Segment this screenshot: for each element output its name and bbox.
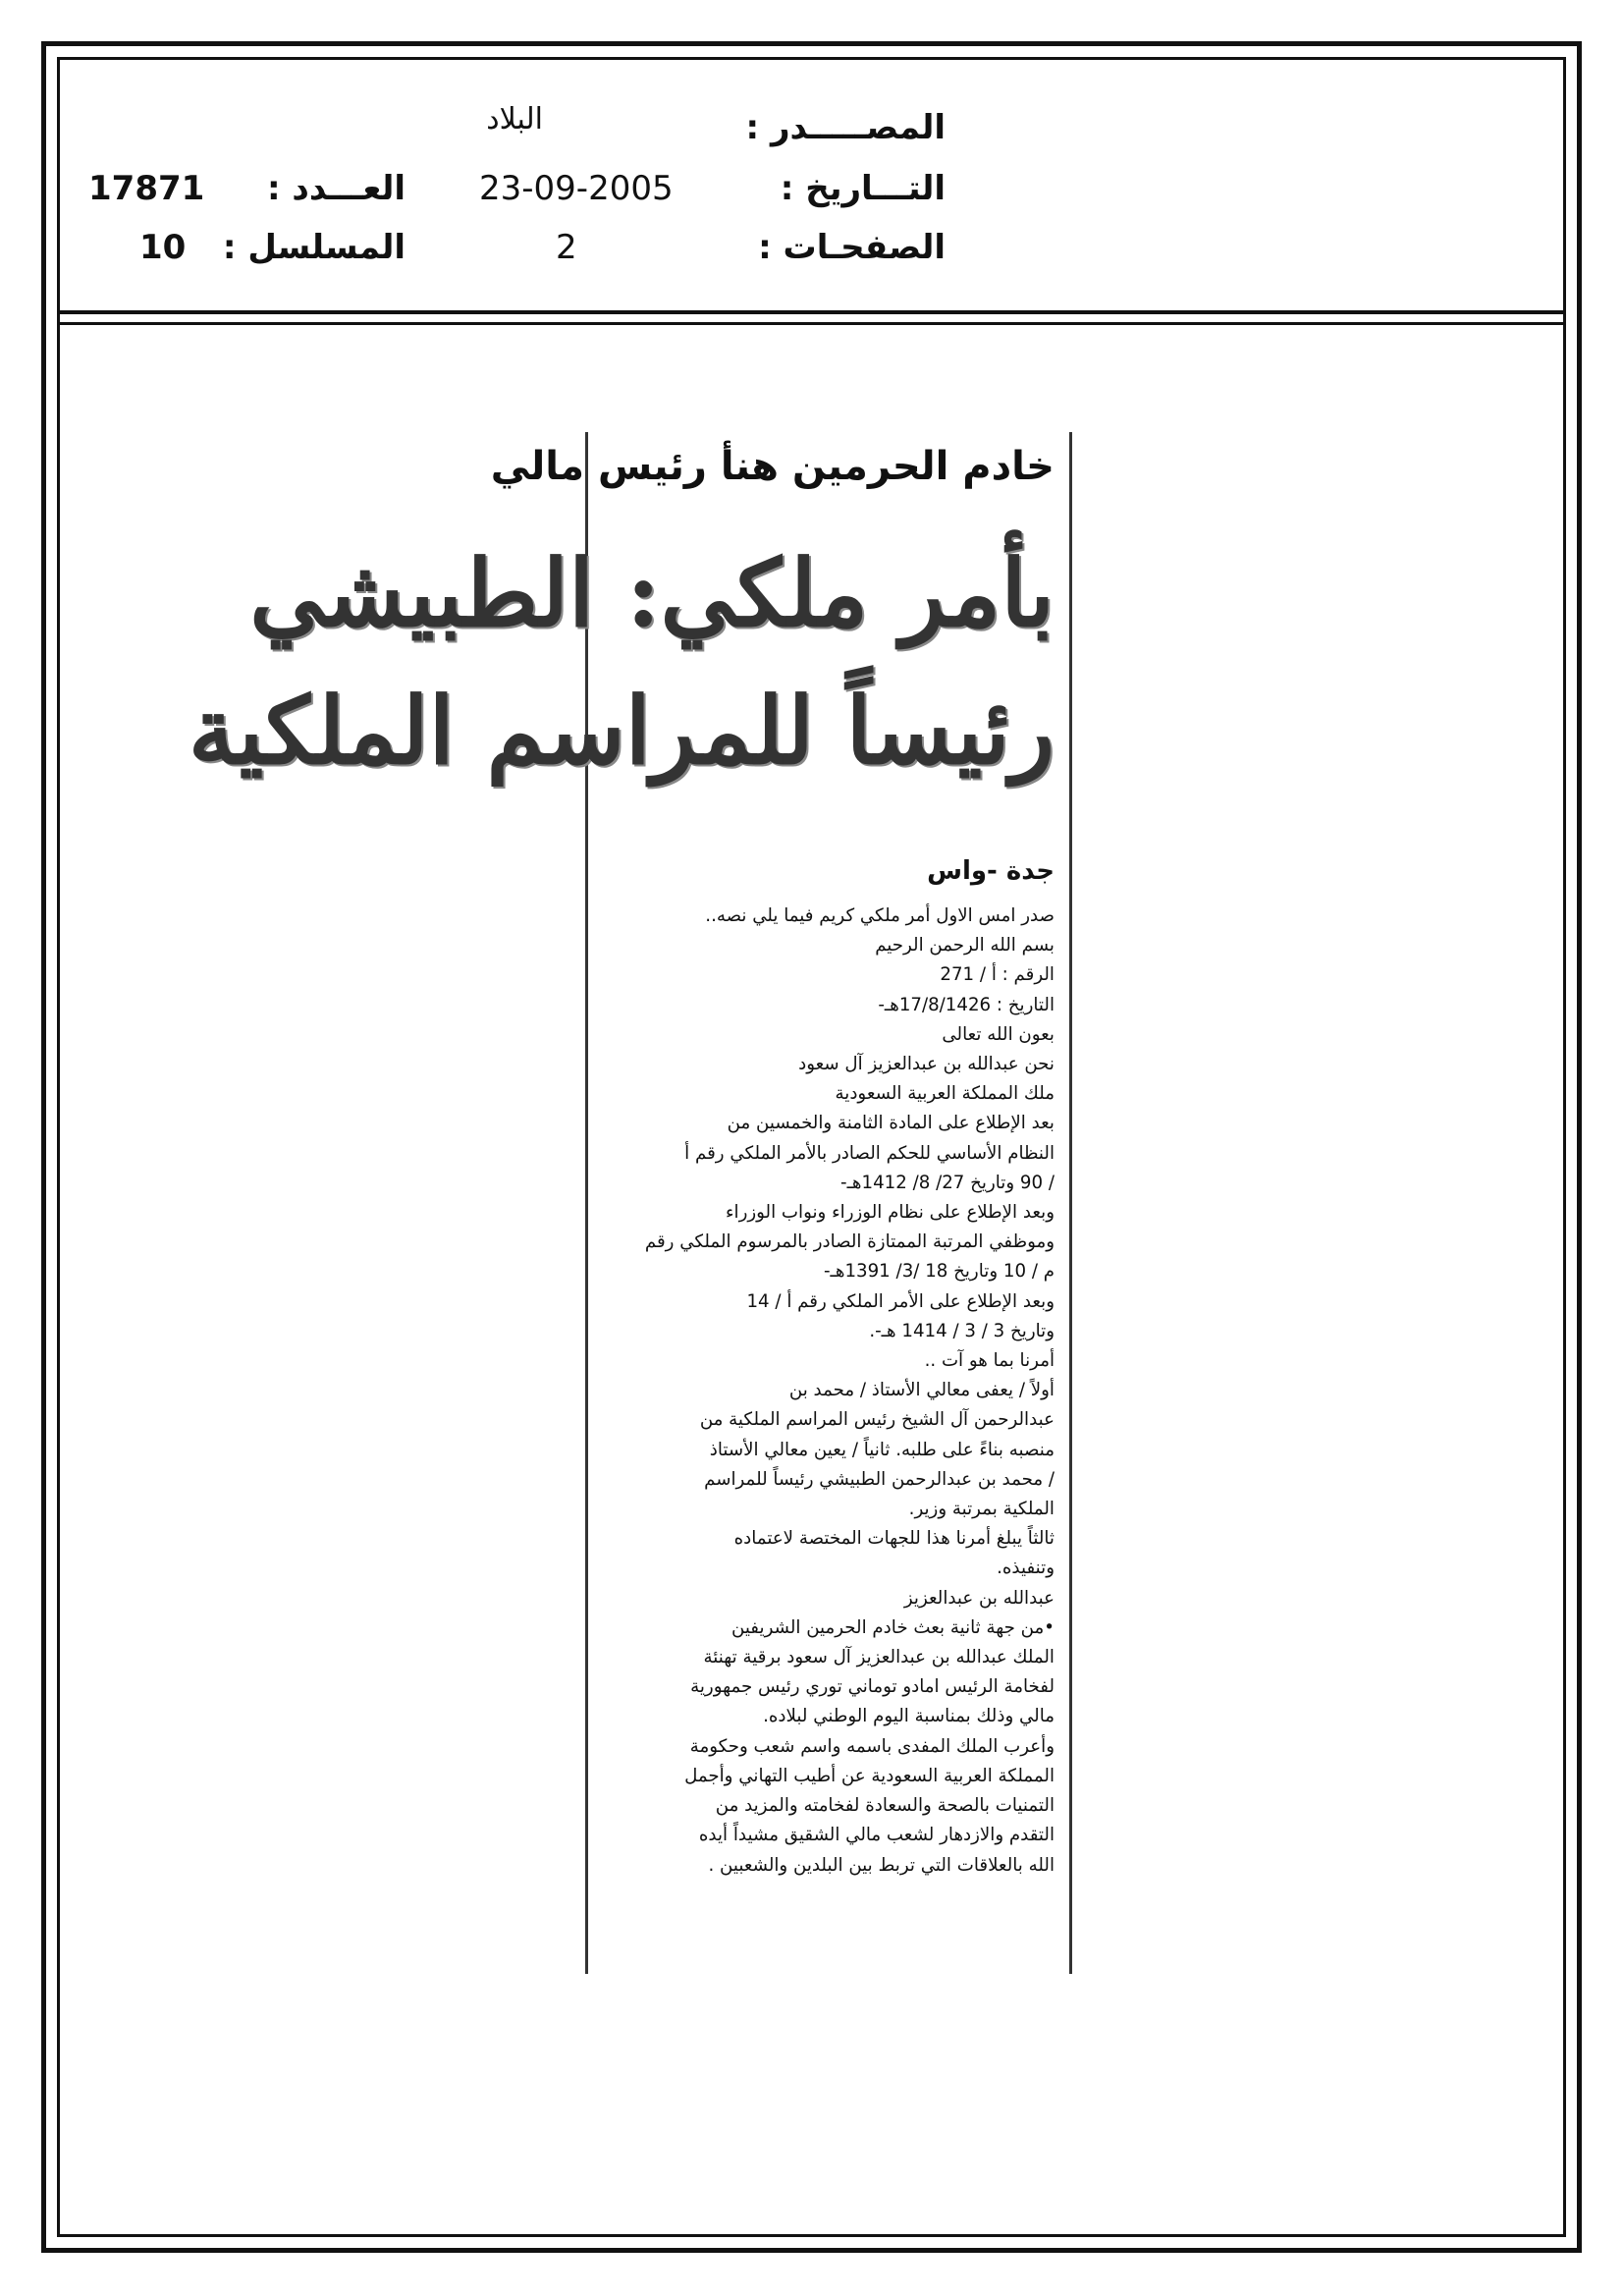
body-line: منصبه بناءً على طلبه. ثانياً / يعين معالي الأستاذ bbox=[709, 1439, 1055, 1460]
article-headline-line2: رئيساً للمراسم الملكية bbox=[188, 678, 1055, 786]
body-line: مالي وذلك بمناسبة اليوم الوطني لبلاده. bbox=[763, 1706, 1055, 1727]
body-line: وموظفي المرتبة الممتازة الصادر بالمرسوم الملكي رقم bbox=[644, 1231, 1055, 1253]
body-line: وبعد الإطلاع على نظام الوزراء ونواب الوزراء bbox=[725, 1202, 1055, 1224]
body-line: التاريخ : 17/8/1426هـ- bbox=[878, 994, 1055, 1015]
body-line: الله بالعلاقات التي تربط بين البلدين والشعبين . bbox=[708, 1854, 1055, 1876]
body-line: عبدالله بن عبدالعزيز bbox=[903, 1587, 1055, 1609]
body-line: وبعد الإطلاع على الأمر الملكي رقم أ / 14 bbox=[746, 1290, 1055, 1312]
body-line: المملكة العربية السعودية عن أطيب التهاني وأجمل bbox=[684, 1765, 1055, 1786]
body-line: / محمد بن عبدالرحمن الطبيشي رئيساً للمراسم bbox=[704, 1468, 1055, 1490]
body-line: الرقم : أ / 271 bbox=[940, 964, 1055, 986]
date-label: التـــاريخ : bbox=[780, 169, 946, 208]
body-line: عبدالرحمن آل الشيخ رئيس المراسم الملكية من bbox=[699, 1409, 1055, 1431]
body-line: بعد الإطلاع على المادة الثامنة والخمسين من bbox=[727, 1113, 1055, 1134]
issue-label: العـــدد : bbox=[267, 169, 406, 208]
clipping-left-rule bbox=[585, 432, 588, 1974]
body-line: التقدم والازدهار لشعب مالي الشقيق مشيداً أيده bbox=[698, 1825, 1055, 1846]
body-line: وأعرب الملك المفدى باسمه واسم شعب وحكومة bbox=[689, 1735, 1055, 1757]
pages-value: 2 bbox=[556, 228, 577, 267]
serial-value: 10 bbox=[139, 228, 187, 267]
body-line: / 90 وتاريخ 27/ 8/ 1412هـ- bbox=[840, 1172, 1055, 1193]
header-divider-top bbox=[57, 310, 1566, 314]
body-line: نحن عبدالله بن عبدالعزيز آل سعود bbox=[798, 1054, 1055, 1075]
body-line: ثالثاً يبلغ أمرنا هذا للجهات المختصة لاعتماده bbox=[733, 1528, 1055, 1550]
body-line: التمنيات بالصحة والسعادة لفخامته والمزيد من bbox=[715, 1795, 1055, 1817]
body-line: الملكية بمرتبة وزير. bbox=[908, 1499, 1055, 1520]
serial-label: المسلسل : bbox=[222, 228, 406, 267]
body-line: بعون الله تعالى bbox=[942, 1023, 1055, 1045]
issue-value: 17871 bbox=[88, 169, 205, 208]
body-line: النظام الأساسي للحكم الصادر بالأمر الملكي رقم أ bbox=[684, 1142, 1055, 1164]
date-value: 23-09-2005 bbox=[479, 169, 674, 208]
body-line: وتاريخ 3 / 3 / 1414 هـ-. bbox=[869, 1320, 1055, 1341]
newspaper-clipping bbox=[188, 432, 1072, 1974]
pages-label: الصفحـات : bbox=[758, 228, 946, 267]
body-line: بسم الله الرحمن الرحيم bbox=[875, 935, 1055, 957]
body-line: الملك عبدالله بن عبدالعزيز آل سعود برقية تهنئة bbox=[703, 1647, 1055, 1668]
source-label: المصـــــدر : bbox=[745, 108, 946, 147]
clipping-right-rule bbox=[1069, 432, 1072, 1974]
body-line: وتنفيذه. bbox=[997, 1558, 1055, 1579]
body-line: •من جهة ثانية بعث خادم الحرمين الشريفين bbox=[730, 1616, 1055, 1638]
source-value: البلاد bbox=[486, 102, 543, 137]
body-line: ملك المملكة العربية السعودية bbox=[835, 1083, 1055, 1105]
article-body bbox=[593, 902, 1055, 1881]
body-line: لفخامة الرئيس امادو توماني توري رئيس جمهورية bbox=[690, 1676, 1055, 1698]
header-divider-bottom bbox=[57, 322, 1566, 325]
body-line: أولاً / يعفى معالي الأستاذ / محمد بن bbox=[788, 1380, 1055, 1401]
article-dateline: جدة -واس bbox=[927, 856, 1055, 886]
article-headline-line1: بأمر ملكي: الطبيشي bbox=[249, 540, 1055, 648]
body-line: أمرنا بما هو آت .. bbox=[924, 1350, 1055, 1372]
body-line: م / 10 وتاريخ 18 /3/ 1391هـ- bbox=[823, 1261, 1055, 1283]
body-line: صدر امس الاول أمر ملكي كريم فيما يلي نصه.. bbox=[705, 905, 1055, 926]
article-kicker: خادم الحرمين هنأ رئيس مالي bbox=[490, 444, 1055, 489]
